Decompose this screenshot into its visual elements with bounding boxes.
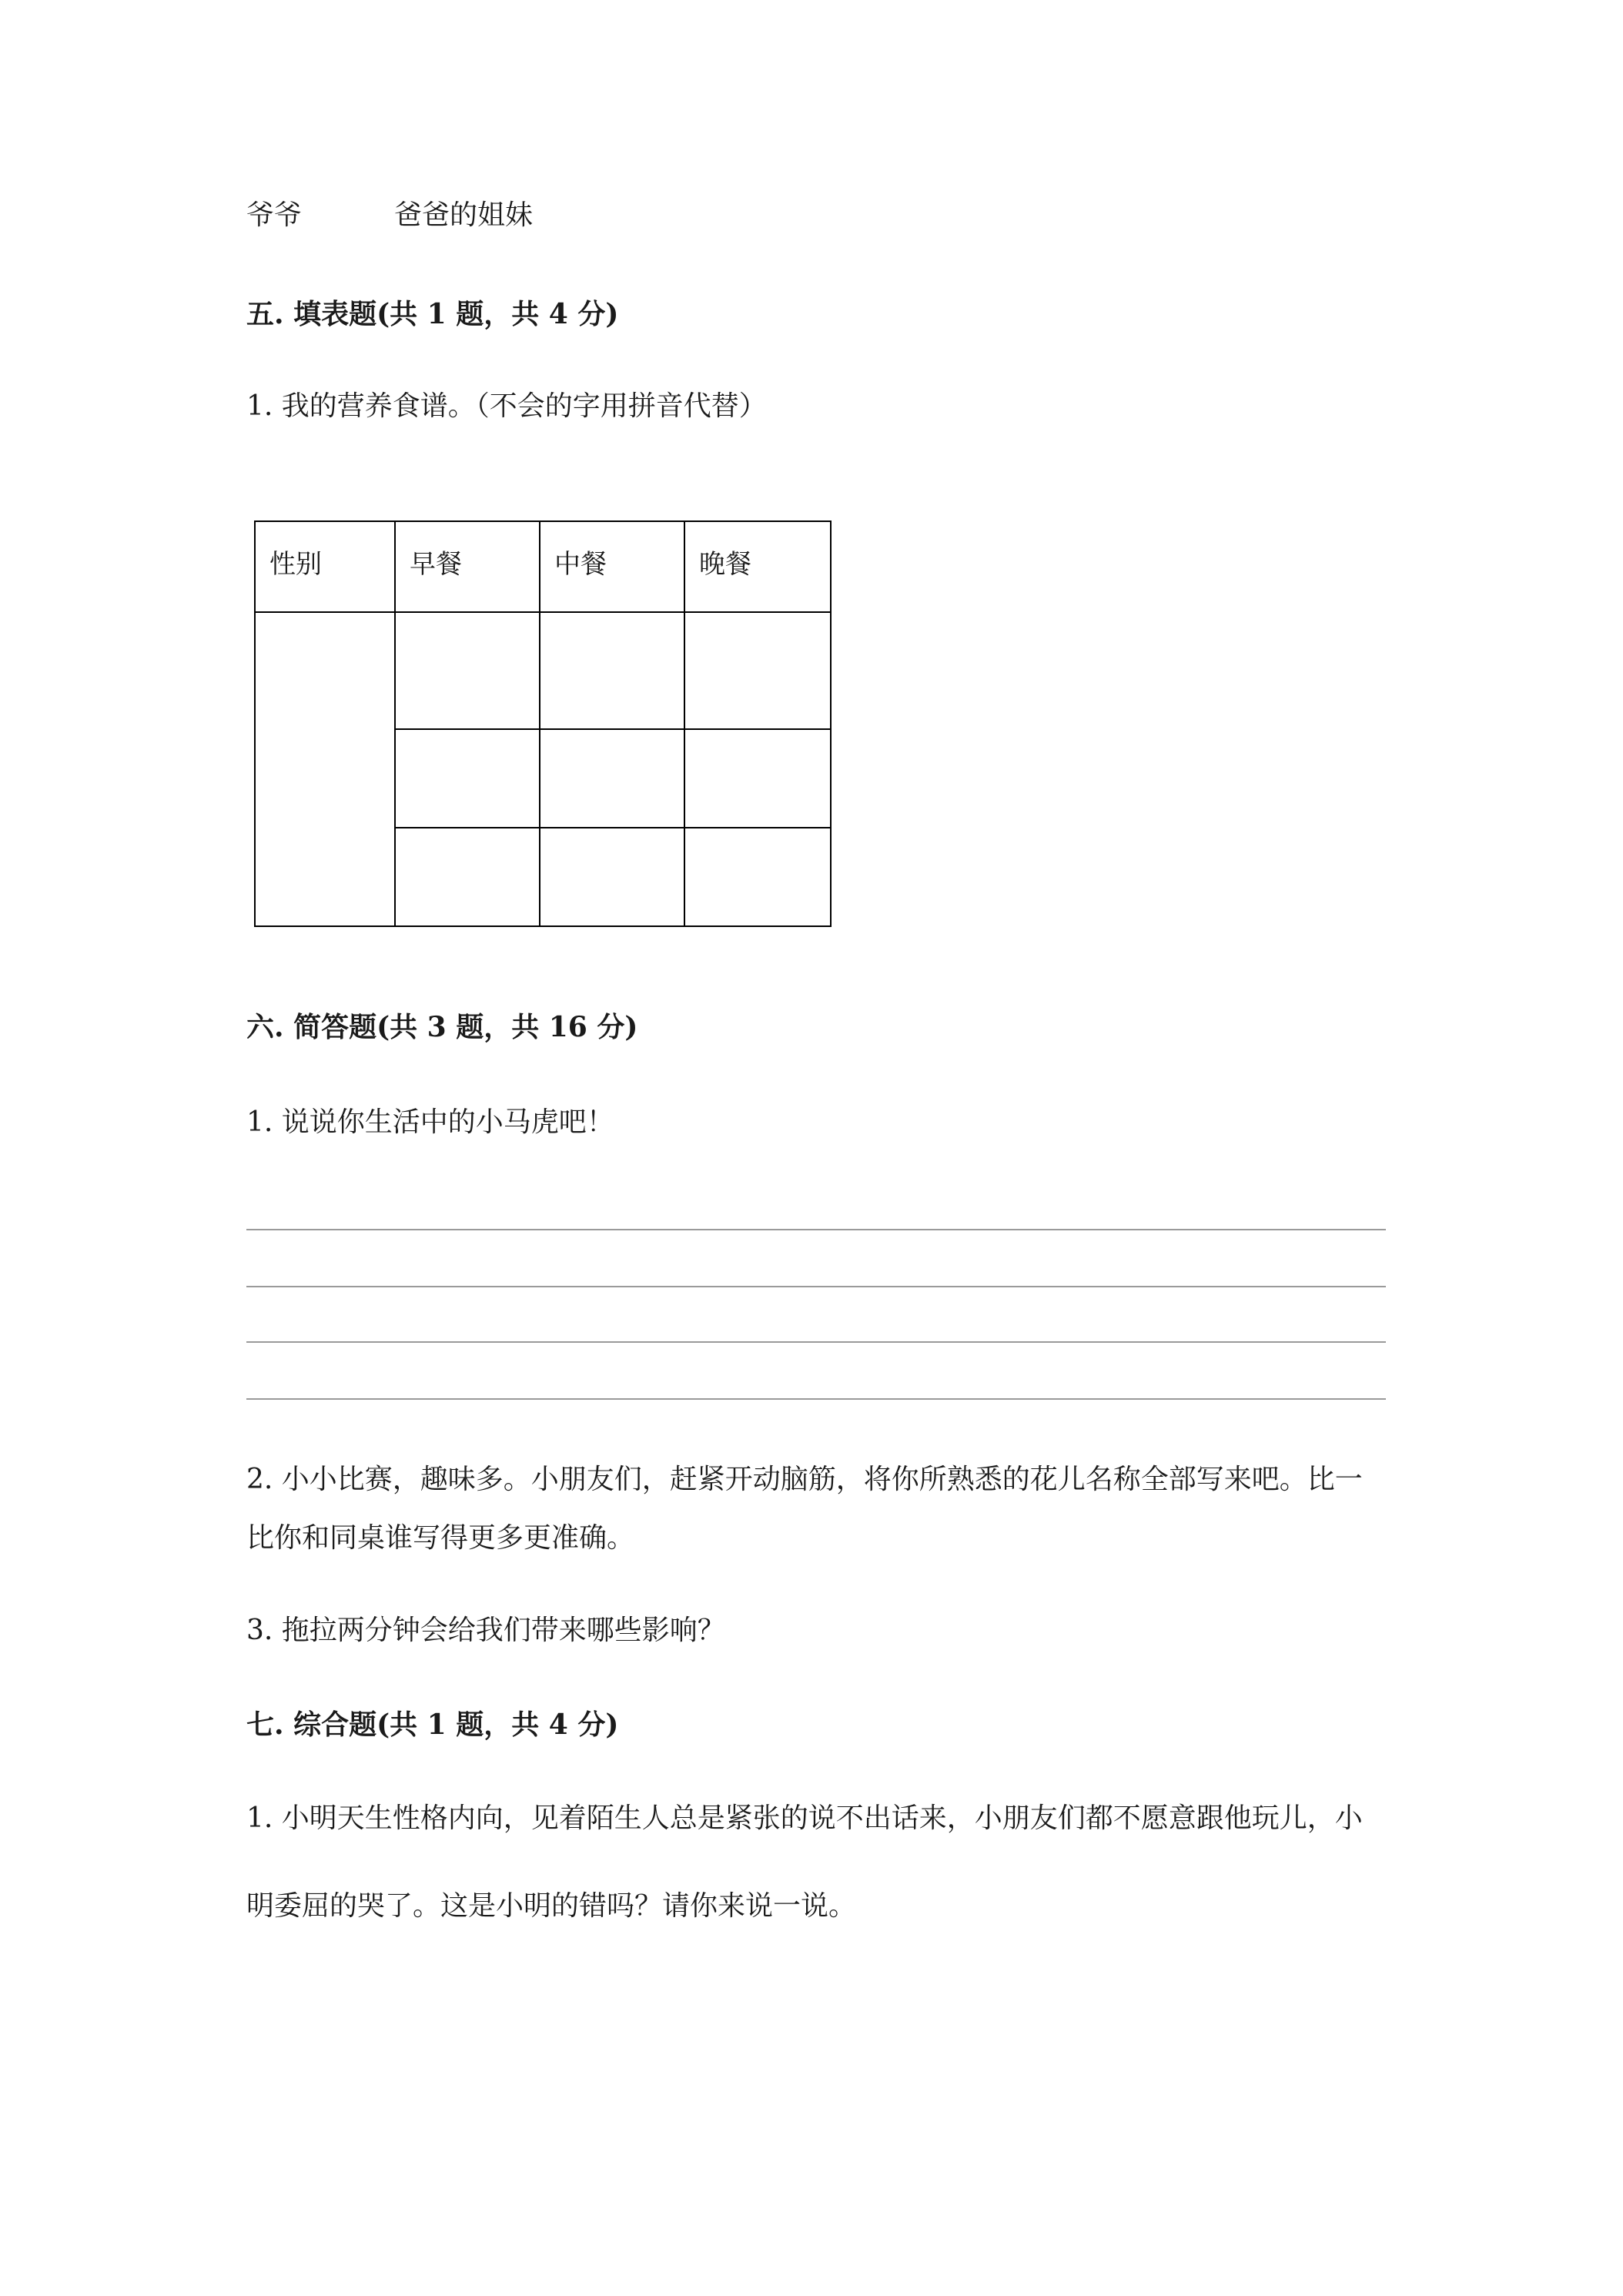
header-lunch-label: 中餐 [554, 549, 607, 580]
answer-line-3[interactable] [246, 1341, 1386, 1343]
answer-line-1[interactable] [246, 1229, 1386, 1230]
answer-line-4[interactable] [246, 1398, 1386, 1400]
header-cell-breakfast [394, 520, 540, 613]
section-5-heading: 五. 填表题(共 1 题，共 4 分) [246, 298, 619, 330]
lunch-cell-1[interactable] [539, 611, 685, 730]
top-line-left: 爷爷 [246, 199, 303, 231]
lunch-cell-2[interactable] [539, 728, 685, 828]
top-line-right: 爸爸的姐妹 [394, 199, 534, 231]
breakfast-cell-2[interactable] [394, 728, 540, 828]
section-7-question-1-line-1: 1. 小明天生性格内向，见着陌生人总是紧张的说不出话来，小朋友们都不愿意跟他玩儿，小 [246, 1802, 1363, 1834]
header-cell-lunch [539, 520, 685, 613]
header-cell-dinner [684, 520, 832, 613]
section-6-question-2-line-1: 2. 小小比赛，趣味多。小朋友们，赶紧开动脑筋，将你所熟悉的花儿名称全部写来吧。比一 [246, 1464, 1363, 1495]
gender-input-cell[interactable] [254, 611, 396, 927]
header-dinner-label: 晚餐 [699, 549, 751, 580]
section-7-question-1-line-2: 明委屈的哭了。这是小明的错吗？请你来说一说。 [246, 1890, 857, 1922]
section-6-question-2-line-2: 比你和同桌谁写得更多更准确。 [246, 1522, 635, 1554]
section-6-heading: 六. 简答题(共 3 题，共 16 分) [246, 1011, 638, 1043]
breakfast-cell-1[interactable] [394, 611, 540, 730]
section-7-heading: 七. 综合题(共 1 题，共 4 分) [246, 1709, 619, 1741]
answer-line-2[interactable] [246, 1286, 1386, 1287]
header-gender-label: 性别 [269, 549, 322, 580]
header-breakfast-label: 早餐 [410, 549, 462, 580]
dinner-cell-2[interactable] [684, 728, 832, 828]
section-5-question-1: 1. 我的营养食谱。（不会的字用拼音代替） [246, 390, 767, 422]
section-6-question-1: 1. 说说你生活中的小马虎吧！ [246, 1106, 614, 1138]
dinner-cell-1[interactable] [684, 611, 832, 730]
dinner-cell-3[interactable] [684, 827, 832, 927]
breakfast-cell-3[interactable] [394, 827, 540, 927]
header-cell-gender [254, 520, 396, 613]
lunch-cell-3[interactable] [539, 827, 685, 927]
section-6-question-3: 3. 拖拉两分钟会给我们带来哪些影响？ [246, 1615, 725, 1646]
